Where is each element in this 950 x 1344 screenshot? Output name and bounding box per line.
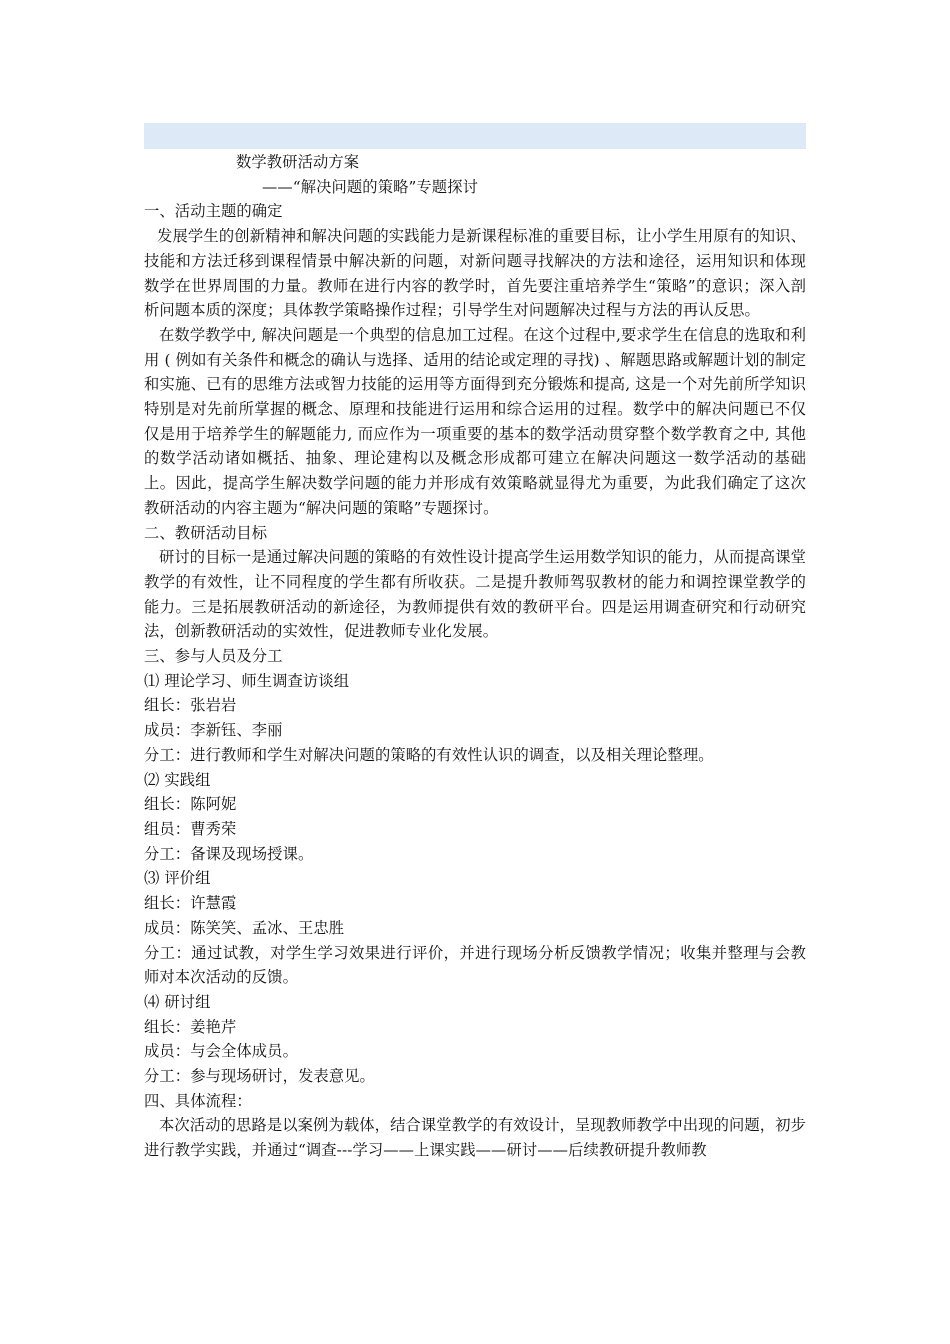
- header-band: [144, 123, 806, 149]
- group-1-duty: 分工：进行教师和学生对解决问题的策略的有效性认识的调查，以及相关理论整理。: [144, 745, 714, 764]
- group-1-leader: 组长：张岩岩: [144, 696, 237, 715]
- group-3-leader: 组长：许慧霞: [144, 894, 237, 913]
- document-subtitle: ——“解决问题的策略”专题探讨: [262, 177, 479, 196]
- section-heading-1: 一、活动主题的确定: [144, 202, 283, 221]
- section-1-paragraph-2: 在数学教学中, 解决问题是一个典型的信息加工过程。在这个过程中,要求学生在信息的选取和利用 ( 例如有关条件和概念的确认与选择、适用的结论或定理的寻找) 、解题思路或解题计划的制定和实施、已有的思维方法或智力技能的运用等方面得到充分锻炼和提高, 这是一个对先前所学知识特别是对先前所掌握的概念、原理和技能进行运用和综合运用的过程。数学中的解决问题已不仅仅是用于培养学生的解题能力, 而应作为一项重要的基本的数学活动贯穿整个数学教育之中, 其他的数学活动诸如概括、抽象、理论建构以及概念形成都可建立在解决问题这一数学活动的基础上。因此，提高学生解决数学问题的能力并形成有效策略就显得尤为重要，为此我们确定了这次教研活动的内容主题为“解决问题的策略”专题探讨。: [144, 325, 806, 517]
- section-2-paragraph-1: 研讨的目标一是通过解决问题的策略的有效性设计提高学生运用数学知识的能力，从而提高课堂教学的有效性，让不同程度的学生都有所收获。二是提升教师驾驭教材的能力和调控课堂教学的能力。三是拓展教研活动的新途径，为教师提供有效的教研平台。四是运用调查研究和行动研究法，创新教研活动的实效性，促进教师专业化发展。: [144, 548, 806, 641]
- group-4-duty: 分工：参与现场研讨，发表意见。: [144, 1067, 375, 1086]
- section-heading-2: 二、教研活动目标: [144, 523, 268, 542]
- document-body: [144, 150, 806, 1163]
- group-3-name: ⑶ 评价组: [144, 869, 211, 888]
- group-2-leader: 组长：陈阿妮: [144, 795, 237, 814]
- group-1-members: 成员：李新钰、李丽: [144, 721, 283, 740]
- section-heading-4: 四、具体流程：: [144, 1091, 252, 1110]
- group-2-name: ⑵ 实践组: [144, 770, 211, 789]
- section-heading-3: 三、参与人员及分工: [144, 647, 283, 666]
- group-3-duty: 分工：通过试教，对学生学习效果进行评价，并进行现场分析反馈教学情况；收集并整理与会教师对本次活动的反馈。: [144, 943, 806, 987]
- group-2-members: 组员：曹秀荣: [144, 819, 237, 838]
- group-2-duty: 分工：备课及现场授课。: [144, 844, 314, 863]
- document-title: 数学教研活动方案: [236, 153, 360, 171]
- section-4-paragraph-1: 本次活动的思路是以案例为载体，结合课堂教学的有效设计，呈现教师教学中出现的问题，初步进行教学实践，并通过“调查---学习——上课实践——研讨——后续教研提升教师教: [144, 1116, 806, 1160]
- group-4-name: ⑷ 研讨组: [144, 992, 211, 1011]
- group-3-members: 成员：陈笑笑、孟冰、王忠胜: [144, 918, 345, 937]
- group-1-name: ⑴ 理论学习、师生调查访谈组: [144, 671, 350, 690]
- group-4-leader: 组长：姜艳芹: [144, 1017, 237, 1036]
- group-4-members: 成员：与会全体成员。: [144, 1042, 298, 1061]
- section-1-paragraph-1: 发展学生的创新精神和解决问题的实践能力是新课程标准的重要目标，让小学生用原有的知识、技能和方法迁移到课程情景中解决新的问题，对新问题寻找解决的方法和途径，运用知识和体现数学在世界周围的力量。教师在进行内容的教学时，首先要注重培养学生“策略”的意识；深入剖析问题本质的深度；具体教学策略操作过程；引导学生对问题解决过程与方法的再认反思。: [144, 227, 806, 320]
